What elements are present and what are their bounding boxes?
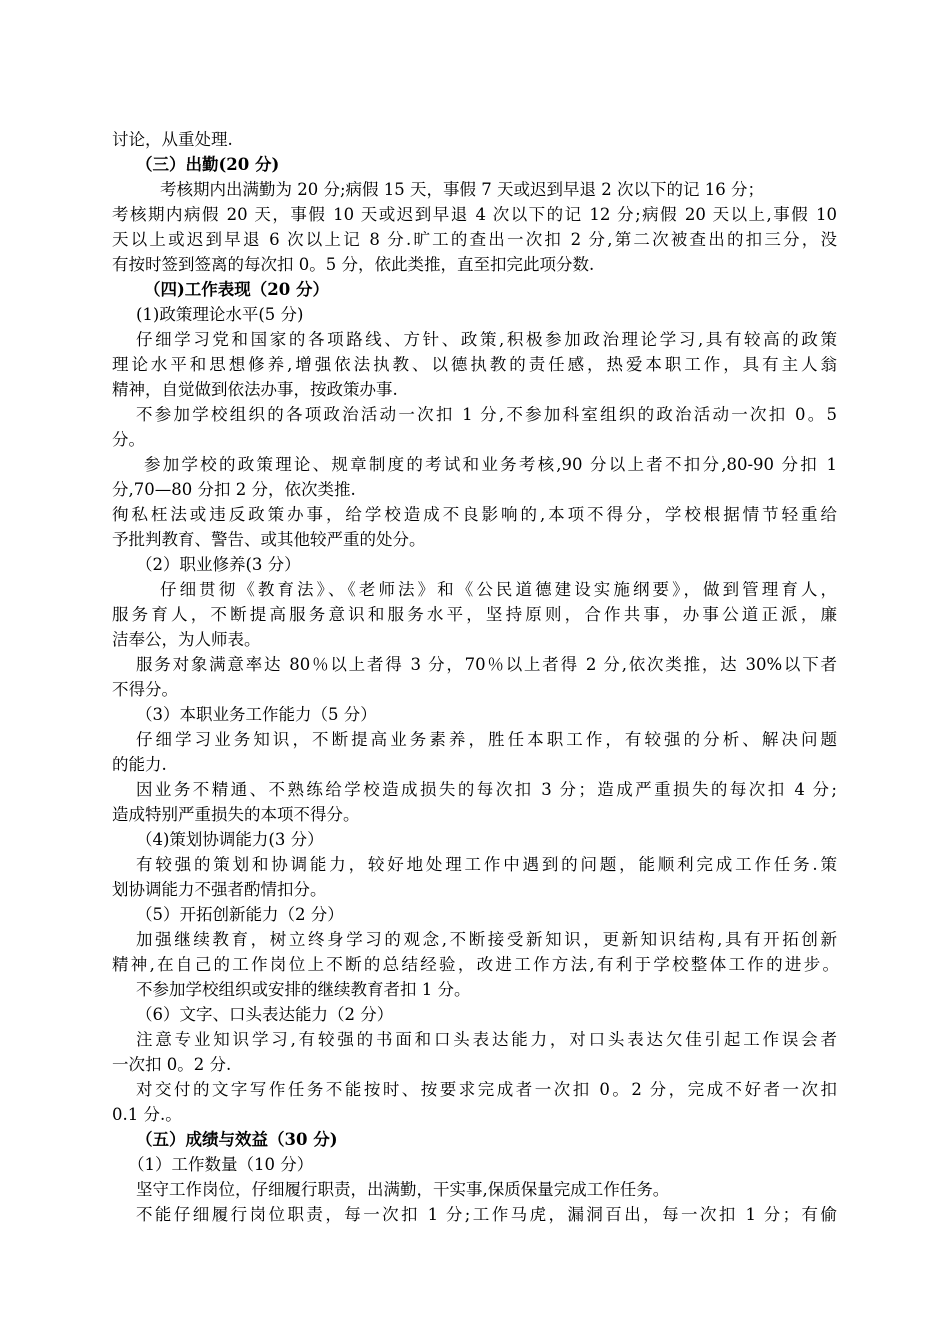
paragraph-line: 造成特别严重损失的本项不得分。 <box>112 805 360 824</box>
paragraph-line: 精神,在自己的工作岗位上不断的总结经验，改进工作方法,有利于学校整体工作的进步。 <box>112 955 839 974</box>
paragraph-line: 不得分。 <box>112 680 178 699</box>
paragraph-line: 仔细学习党和国家的各项路线、方针、政策,积极参加政治理论学习,具有较高的政策 <box>136 330 837 349</box>
paragraph-line: 仔细贯彻《教育法》、《老师法》和《公民道德建设实施纲要》，做到管理育人， <box>160 580 837 599</box>
paragraph-line: 因业务不精通、不熟练给学校造成损失的每次扣 3 分；造成严重损失的每次扣 4 分; <box>136 780 837 799</box>
paragraph-line: 服务育人，不断提高服务意识和服务水平，坚持原则，合作共事，办事公道正派，廉 <box>112 605 837 624</box>
paragraph-line: 精神，自觉做到依法办事，按政策办事. <box>112 380 398 399</box>
paragraph-line: 不参加学校组织的各项政治活动一次扣 1 分,不参加科室组织的政治活动一次扣 0。5 <box>136 405 837 424</box>
paragraph-line: 坚守工作岗位，仔细履行职责，出满勤，干实事,保质保量完成工作任务。 <box>136 1180 670 1199</box>
subsection-heading: （2）职业修养(3 分） <box>136 555 301 574</box>
subsection-heading: （4)策划协调能力(3 分） <box>136 830 324 849</box>
subsection-heading: (1)政策理论水平(5 分) <box>136 305 304 324</box>
paragraph-line: 讨论，从重处理. <box>112 130 233 149</box>
subsection-heading: （6）文字、口头表达能力（2 分） <box>136 1005 394 1024</box>
paragraph-line: 参加学校的政策理论、规章制度的考试和业务考核,90 分以上者不扣分,80-90 分扣 1 <box>144 455 837 474</box>
paragraph-line: 服务对象满意率达 80％以上者得 3 分，70％以上者得 2 分,依次类推，达 30%以下者 <box>136 655 837 674</box>
paragraph-line: 0.1 分.。 <box>112 1105 182 1124</box>
paragraph-line: 划协调能力不强者酌情扣分。 <box>112 880 327 899</box>
paragraph-line: 洁奉公，为人师表。 <box>112 630 261 649</box>
paragraph-line: 的能力. <box>112 755 167 774</box>
paragraph-line: 有按时签到签离的每次扣 0。5 分，依此类推，直至扣完此项分数. <box>112 255 595 274</box>
paragraph-line: 予批判教育、警告、或其他较严重的处分。 <box>112 530 426 549</box>
paragraph-line: 分。 <box>112 430 145 449</box>
paragraph-line: 徇私枉法或违反政策办事，给学校造成不良影响的,本项不得分，学校根据情节轻重给 <box>112 505 837 524</box>
paragraph-line: 仔细学习业务知识，不断提高业务素养，胜任本职工作，有较强的分析、解决问题 <box>136 730 837 749</box>
subsection-heading: （5）开拓创新能力（2 分） <box>136 905 344 924</box>
paragraph-line: 考核期内出满勤为 20 分;病假 15 天，事假 7 天或迟到早退 2 次以下的记 16 分； <box>160 180 764 199</box>
paragraph-line: 不参加学校组织或安排的继续教育者扣 1 分。 <box>136 980 471 999</box>
paragraph-line: 对交付的文字写作任务不能按时、按要求完成者一次扣 0。2 分，完成不好者一次扣 <box>136 1080 837 1099</box>
section-heading-work-performance: （四)工作表现（20 分） <box>144 280 330 299</box>
paragraph-line: 分,70—80 分扣 2 分，依次类推. <box>112 480 356 499</box>
paragraph-line: 理论水平和思想修养,增强依法执教、以德执教的责任感，热爱本职工作，具有主人翁 <box>112 355 837 374</box>
section-heading-results: （五）成绩与效益（30 分) <box>136 1130 338 1149</box>
paragraph-line: 有较强的策划和协调能力，较好地处理工作中遇到的问题，能顺利完成工作任务.策 <box>136 855 837 874</box>
paragraph-line: 考核期内病假 20 天，事假 10 天或迟到早退 4 次以下的记 12 分;病假 20 天以上,事假 10 <box>112 205 837 224</box>
paragraph-line: 注意专业知识学习,有较强的书面和口头表达能力，对口头表达欠佳引起工作误会者 <box>136 1030 837 1049</box>
paragraph-line: 不能仔细履行岗位职责，每一次扣 1 分;工作马虎，漏洞百出，每一次扣 1 分；有偷 <box>136 1205 837 1224</box>
paragraph-line: 一次扣 0。2 分. <box>112 1055 232 1074</box>
subsection-heading: （1）工作数量（10 分） <box>128 1155 314 1174</box>
paragraph-line: 天以上或迟到早退 6 次以上记 8 分.旷工的查出一次扣 2 分,第二次被查出的扣三分，没 <box>112 230 837 249</box>
subsection-heading: （3）本职业务工作能力（5 分） <box>136 705 377 724</box>
section-heading-attendance: （三）出勤(20 分) <box>136 155 280 174</box>
paragraph-line: 加强继续教育，树立终身学习的观念,不断接受新知识，更新知识结构,具有开拓创新 <box>136 930 837 949</box>
